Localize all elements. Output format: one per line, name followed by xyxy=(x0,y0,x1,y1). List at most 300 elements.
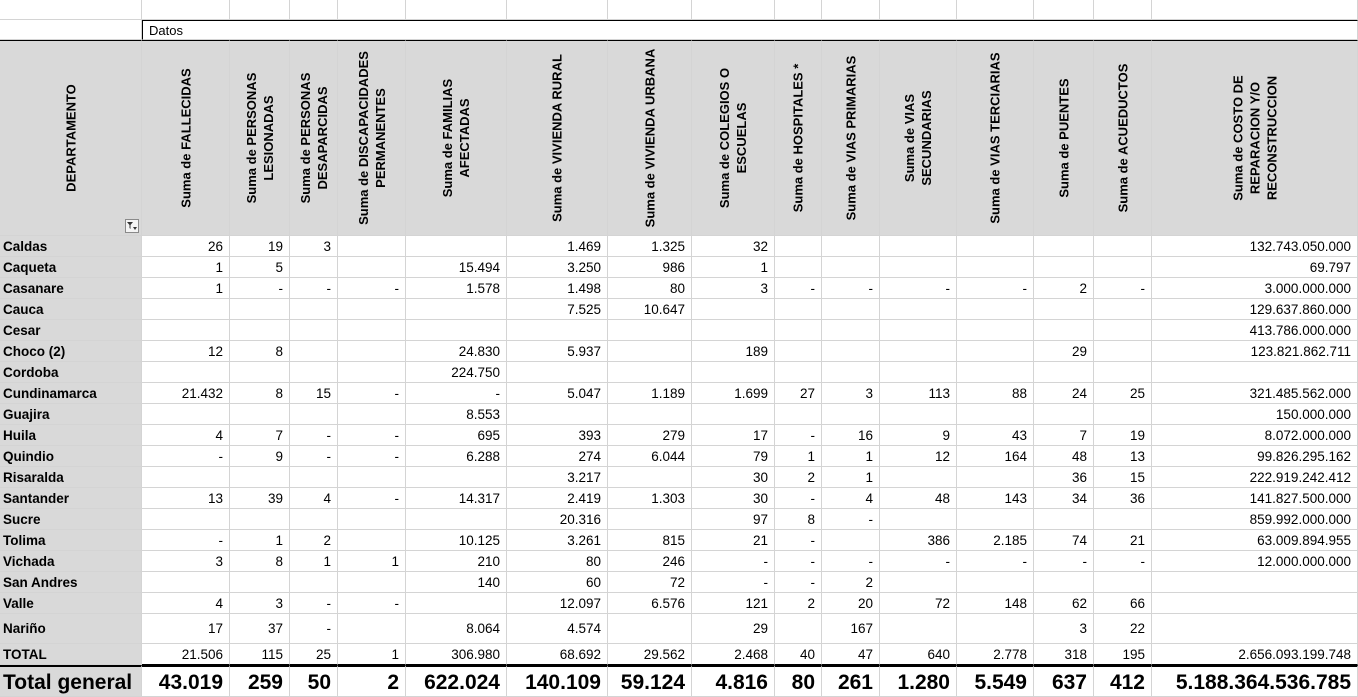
data-cell[interactable]: - xyxy=(957,551,1034,572)
data-cell[interactable] xyxy=(142,467,230,488)
data-cell[interactable]: 386 xyxy=(880,530,957,551)
data-cell[interactable] xyxy=(880,257,957,278)
data-cell[interactable]: 123.821.862.711 xyxy=(1152,341,1358,362)
data-cell[interactable]: 1 xyxy=(338,644,406,665)
data-cell[interactable]: 30 xyxy=(692,488,775,509)
data-cell[interactable]: 12 xyxy=(880,446,957,467)
data-cell[interactable]: 1.498 xyxy=(507,278,608,299)
data-cell[interactable]: 21.432 xyxy=(142,383,230,404)
data-cell[interactable]: 1.578 xyxy=(406,278,507,299)
data-cell[interactable] xyxy=(880,299,957,320)
column-header[interactable] xyxy=(822,40,880,236)
data-cell[interactable]: 29 xyxy=(1034,341,1094,362)
data-cell[interactable]: 393 xyxy=(507,425,608,446)
data-cell[interactable] xyxy=(608,614,692,644)
data-cell[interactable]: 6.576 xyxy=(608,593,692,614)
data-cell[interactable] xyxy=(1034,257,1094,278)
data-cell[interactable]: 24.830 xyxy=(406,341,507,362)
data-cell[interactable]: 2.419 xyxy=(507,488,608,509)
data-cell[interactable]: 12 xyxy=(142,341,230,362)
data-cell[interactable]: 8.064 xyxy=(406,614,507,644)
data-cell[interactable] xyxy=(957,404,1034,425)
data-cell[interactable]: 13 xyxy=(142,488,230,509)
total-general-cell[interactable]: 5.188.364.536.785 xyxy=(1152,665,1358,697)
row-label[interactable]: Santander xyxy=(0,488,142,509)
data-cell[interactable] xyxy=(230,509,290,530)
data-cell[interactable] xyxy=(775,236,822,257)
empty-cell[interactable] xyxy=(880,0,957,20)
data-cell[interactable]: 224.750 xyxy=(406,362,507,383)
data-cell[interactable] xyxy=(338,572,406,593)
data-cell[interactable]: - xyxy=(142,446,230,467)
data-cell[interactable]: 6.044 xyxy=(608,446,692,467)
data-cell[interactable] xyxy=(1034,236,1094,257)
data-cell[interactable]: 48 xyxy=(880,488,957,509)
data-cell[interactable] xyxy=(230,299,290,320)
data-cell[interactable] xyxy=(822,404,880,425)
data-cell[interactable] xyxy=(290,572,338,593)
data-cell[interactable]: 19 xyxy=(230,236,290,257)
data-cell[interactable]: 1.189 xyxy=(608,383,692,404)
data-cell[interactable]: - xyxy=(692,572,775,593)
data-cell[interactable]: 189 xyxy=(692,341,775,362)
data-cell[interactable]: 1 xyxy=(822,467,880,488)
data-cell[interactable]: 4 xyxy=(142,425,230,446)
data-cell[interactable]: 20 xyxy=(822,593,880,614)
data-cell[interactable] xyxy=(1094,257,1152,278)
data-cell[interactable] xyxy=(1094,341,1152,362)
data-cell[interactable]: - xyxy=(142,530,230,551)
data-cell[interactable]: 21.506 xyxy=(142,644,230,665)
data-cell[interactable]: 246 xyxy=(608,551,692,572)
data-cell[interactable]: - xyxy=(338,446,406,467)
data-cell[interactable] xyxy=(1152,362,1358,383)
data-cell[interactable] xyxy=(338,299,406,320)
data-cell[interactable]: 7 xyxy=(230,425,290,446)
row-label[interactable]: Vichada xyxy=(0,551,142,572)
data-cell[interactable]: 129.637.860.000 xyxy=(1152,299,1358,320)
empty-cell[interactable] xyxy=(957,0,1034,20)
data-cell[interactable] xyxy=(775,257,822,278)
data-cell[interactable] xyxy=(230,467,290,488)
data-cell[interactable] xyxy=(1152,572,1358,593)
data-cell[interactable]: 80 xyxy=(608,278,692,299)
data-cell[interactable]: 97 xyxy=(692,509,775,530)
data-cell[interactable] xyxy=(338,236,406,257)
data-cell[interactable]: 60 xyxy=(507,572,608,593)
data-cell[interactable] xyxy=(957,299,1034,320)
data-cell[interactable]: 36 xyxy=(1094,488,1152,509)
data-cell[interactable] xyxy=(338,320,406,341)
data-cell[interactable]: 20.316 xyxy=(507,509,608,530)
data-cell[interactable]: 8 xyxy=(775,509,822,530)
data-cell[interactable]: 17 xyxy=(142,614,230,644)
column-header[interactable] xyxy=(507,40,608,236)
data-cell[interactable]: 1 xyxy=(230,530,290,551)
data-cell[interactable] xyxy=(338,362,406,383)
column-header[interactable] xyxy=(692,40,775,236)
data-cell[interactable]: - xyxy=(290,425,338,446)
data-cell[interactable]: - xyxy=(775,572,822,593)
data-cell[interactable]: 34 xyxy=(1034,488,1094,509)
data-cell[interactable] xyxy=(880,404,957,425)
data-cell[interactable]: 27 xyxy=(775,383,822,404)
column-header[interactable] xyxy=(880,40,957,236)
data-cell[interactable]: 3.217 xyxy=(507,467,608,488)
row-label[interactable]: Cauca xyxy=(0,299,142,320)
data-cell[interactable]: 2.468 xyxy=(692,644,775,665)
total-general-cell[interactable]: 59.124 xyxy=(608,665,692,697)
data-cell[interactable]: 69.797 xyxy=(1152,257,1358,278)
data-cell[interactable]: 25 xyxy=(290,644,338,665)
row-label[interactable]: Choco (2) xyxy=(0,341,142,362)
row-label[interactable]: Risaralda xyxy=(0,467,142,488)
data-cell[interactable] xyxy=(608,362,692,383)
empty-cell[interactable] xyxy=(1034,0,1094,20)
data-cell[interactable] xyxy=(338,467,406,488)
data-cell[interactable] xyxy=(1094,236,1152,257)
column-header[interactable] xyxy=(290,40,338,236)
data-cell[interactable] xyxy=(1034,320,1094,341)
data-cell[interactable]: 8 xyxy=(230,551,290,572)
data-cell[interactable]: 274 xyxy=(507,446,608,467)
data-cell[interactable] xyxy=(1094,572,1152,593)
data-cell[interactable]: - xyxy=(775,551,822,572)
data-cell[interactable] xyxy=(507,320,608,341)
data-cell[interactable] xyxy=(142,299,230,320)
data-cell[interactable]: 9 xyxy=(880,425,957,446)
total-general-cell[interactable]: 622.024 xyxy=(406,665,507,697)
data-cell[interactable]: 143 xyxy=(957,488,1034,509)
data-cell[interactable]: 306.980 xyxy=(406,644,507,665)
row-label[interactable]: Caqueta xyxy=(0,257,142,278)
data-cell[interactable]: 26 xyxy=(142,236,230,257)
data-cell[interactable]: 68.692 xyxy=(507,644,608,665)
empty-cell[interactable] xyxy=(0,20,142,40)
data-cell[interactable] xyxy=(1094,509,1152,530)
empty-cell[interactable] xyxy=(338,0,406,20)
data-cell[interactable]: 3 xyxy=(142,551,230,572)
total-general-label[interactable]: Total general xyxy=(0,665,142,697)
total-general-cell[interactable]: 80 xyxy=(775,665,822,697)
data-cell[interactable]: 3 xyxy=(1034,614,1094,644)
empty-cell[interactable] xyxy=(692,0,775,20)
column-header[interactable] xyxy=(1094,40,1152,236)
data-cell[interactable] xyxy=(957,572,1034,593)
data-cell[interactable]: 40 xyxy=(775,644,822,665)
column-header[interactable] xyxy=(338,40,406,236)
row-label[interactable]: Tolima xyxy=(0,530,142,551)
data-cell[interactable]: 640 xyxy=(880,644,957,665)
empty-cell[interactable] xyxy=(0,0,142,20)
data-cell[interactable]: 12.000.000.000 xyxy=(1152,551,1358,572)
data-cell[interactable]: - xyxy=(338,593,406,614)
data-cell[interactable]: 222.919.242.412 xyxy=(1152,467,1358,488)
data-cell[interactable]: - xyxy=(290,278,338,299)
data-cell[interactable]: 72 xyxy=(880,593,957,614)
data-cell[interactable]: 80 xyxy=(507,551,608,572)
row-label[interactable]: Huila xyxy=(0,425,142,446)
data-cell[interactable]: - xyxy=(822,551,880,572)
data-cell[interactable]: 21 xyxy=(1094,530,1152,551)
data-cell[interactable] xyxy=(406,299,507,320)
data-cell[interactable]: - xyxy=(775,530,822,551)
data-cell[interactable]: 4.574 xyxy=(507,614,608,644)
row-label[interactable]: Sucre xyxy=(0,509,142,530)
data-cell[interactable] xyxy=(230,320,290,341)
data-cell[interactable] xyxy=(230,362,290,383)
data-cell[interactable]: 4 xyxy=(142,593,230,614)
data-cell[interactable] xyxy=(507,404,608,425)
data-cell[interactable] xyxy=(1034,572,1094,593)
data-cell[interactable]: 141.827.500.000 xyxy=(1152,488,1358,509)
data-cell[interactable] xyxy=(880,362,957,383)
data-cell[interactable] xyxy=(290,320,338,341)
total-general-cell[interactable]: 412 xyxy=(1094,665,1152,697)
row-label[interactable]: Cordoba xyxy=(0,362,142,383)
data-cell[interactable]: 39 xyxy=(230,488,290,509)
data-cell[interactable] xyxy=(880,341,957,362)
data-cell[interactable]: 1.699 xyxy=(692,383,775,404)
row-header-departamento[interactable] xyxy=(0,40,142,236)
data-cell[interactable] xyxy=(230,404,290,425)
data-cell[interactable]: - xyxy=(692,551,775,572)
data-cell[interactable] xyxy=(957,320,1034,341)
data-cell[interactable]: 22 xyxy=(1094,614,1152,644)
data-cell[interactable]: 1 xyxy=(775,446,822,467)
data-cell[interactable]: - xyxy=(1094,278,1152,299)
data-cell[interactable]: 15 xyxy=(290,383,338,404)
data-cell[interactable] xyxy=(880,467,957,488)
data-cell[interactable] xyxy=(1152,593,1358,614)
data-cell[interactable] xyxy=(1094,362,1152,383)
data-cell[interactable] xyxy=(1094,299,1152,320)
total-general-cell[interactable]: 140.109 xyxy=(507,665,608,697)
data-cell[interactable]: 30 xyxy=(692,467,775,488)
total-general-cell[interactable]: 5.549 xyxy=(957,665,1034,697)
data-cell[interactable]: - xyxy=(880,551,957,572)
data-cell[interactable]: 195 xyxy=(1094,644,1152,665)
data-cell[interactable]: 2.778 xyxy=(957,644,1034,665)
data-cell[interactable] xyxy=(338,614,406,644)
data-cell[interactable] xyxy=(880,236,957,257)
datos-field-label[interactable]: Datos xyxy=(142,20,1358,40)
data-cell[interactable]: - xyxy=(290,446,338,467)
data-cell[interactable] xyxy=(1094,404,1152,425)
data-cell[interactable] xyxy=(822,362,880,383)
data-cell[interactable]: - xyxy=(880,278,957,299)
data-cell[interactable]: 1 xyxy=(290,551,338,572)
data-cell[interactable] xyxy=(692,404,775,425)
data-cell[interactable] xyxy=(507,362,608,383)
data-cell[interactable]: 210 xyxy=(406,551,507,572)
data-cell[interactable] xyxy=(406,236,507,257)
data-cell[interactable] xyxy=(608,509,692,530)
data-cell[interactable]: 1 xyxy=(692,257,775,278)
data-cell[interactable]: - xyxy=(775,488,822,509)
data-cell[interactable]: 79 xyxy=(692,446,775,467)
data-cell[interactable] xyxy=(142,572,230,593)
data-cell[interactable] xyxy=(775,614,822,644)
data-cell[interactable]: - xyxy=(338,425,406,446)
data-cell[interactable]: 10.125 xyxy=(406,530,507,551)
data-cell[interactable] xyxy=(142,404,230,425)
data-cell[interactable] xyxy=(692,320,775,341)
data-cell[interactable]: 1 xyxy=(142,257,230,278)
empty-cell[interactable] xyxy=(507,0,608,20)
data-cell[interactable]: 66 xyxy=(1094,593,1152,614)
data-cell[interactable]: 1.325 xyxy=(608,236,692,257)
data-cell[interactable]: - xyxy=(957,278,1034,299)
total-general-cell[interactable]: 4.816 xyxy=(692,665,775,697)
data-cell[interactable] xyxy=(290,299,338,320)
column-header[interactable] xyxy=(957,40,1034,236)
data-cell[interactable] xyxy=(692,362,775,383)
total-general-cell[interactable]: 259 xyxy=(230,665,290,697)
data-cell[interactable]: 1 xyxy=(822,446,880,467)
data-cell[interactable] xyxy=(290,257,338,278)
column-header[interactable] xyxy=(1034,40,1094,236)
total-general-cell[interactable]: 261 xyxy=(822,665,880,697)
data-cell[interactable]: 29 xyxy=(692,614,775,644)
empty-cell[interactable] xyxy=(1094,0,1152,20)
data-cell[interactable]: 8 xyxy=(230,383,290,404)
data-cell[interactable]: 7 xyxy=(1034,425,1094,446)
data-cell[interactable]: - xyxy=(406,383,507,404)
data-cell[interactable]: 19 xyxy=(1094,425,1152,446)
total-general-cell[interactable]: 43.019 xyxy=(142,665,230,697)
data-cell[interactable]: 1 xyxy=(142,278,230,299)
data-cell[interactable] xyxy=(822,236,880,257)
data-cell[interactable] xyxy=(880,572,957,593)
empty-cell[interactable] xyxy=(1152,0,1358,20)
data-cell[interactable]: 9 xyxy=(230,446,290,467)
data-cell[interactable]: - xyxy=(822,278,880,299)
data-cell[interactable] xyxy=(290,404,338,425)
total-general-cell[interactable]: 50 xyxy=(290,665,338,697)
data-cell[interactable]: 3 xyxy=(692,278,775,299)
data-cell[interactable]: 13 xyxy=(1094,446,1152,467)
data-cell[interactable]: 99.826.295.162 xyxy=(1152,446,1358,467)
data-cell[interactable]: 121 xyxy=(692,593,775,614)
data-cell[interactable]: 413.786.000.000 xyxy=(1152,320,1358,341)
data-cell[interactable]: 32 xyxy=(692,236,775,257)
data-cell[interactable]: 8 xyxy=(230,341,290,362)
data-cell[interactable] xyxy=(406,509,507,530)
data-cell[interactable]: 3.250 xyxy=(507,257,608,278)
data-cell[interactable]: 4 xyxy=(822,488,880,509)
row-label[interactable]: TOTAL xyxy=(0,644,142,665)
data-cell[interactable]: - xyxy=(822,509,880,530)
data-cell[interactable]: 1 xyxy=(338,551,406,572)
row-label[interactable]: Cundinamarca xyxy=(0,383,142,404)
row-label[interactable]: Valle xyxy=(0,593,142,614)
data-cell[interactable] xyxy=(775,320,822,341)
total-general-cell[interactable]: 2 xyxy=(338,665,406,697)
data-cell[interactable] xyxy=(608,341,692,362)
data-cell[interactable]: 321.485.562.000 xyxy=(1152,383,1358,404)
data-cell[interactable] xyxy=(1034,404,1094,425)
data-cell[interactable] xyxy=(406,593,507,614)
empty-cell[interactable] xyxy=(608,0,692,20)
data-cell[interactable]: 148 xyxy=(957,593,1034,614)
data-cell[interactable] xyxy=(880,614,957,644)
data-cell[interactable] xyxy=(775,299,822,320)
data-cell[interactable] xyxy=(1034,299,1094,320)
data-cell[interactable] xyxy=(608,467,692,488)
data-cell[interactable]: 14.317 xyxy=(406,488,507,509)
column-header[interactable] xyxy=(1152,40,1358,236)
data-cell[interactable] xyxy=(338,404,406,425)
data-cell[interactable]: 3 xyxy=(290,236,338,257)
data-cell[interactable] xyxy=(1094,320,1152,341)
data-cell[interactable]: 115 xyxy=(230,644,290,665)
data-cell[interactable]: - xyxy=(775,425,822,446)
data-cell[interactable]: 47 xyxy=(822,644,880,665)
data-cell[interactable]: 88 xyxy=(957,383,1034,404)
data-cell[interactable] xyxy=(608,320,692,341)
data-cell[interactable]: 3.261 xyxy=(507,530,608,551)
data-cell[interactable]: 150.000.000 xyxy=(1152,404,1358,425)
data-cell[interactable] xyxy=(142,320,230,341)
data-cell[interactable]: 2 xyxy=(775,593,822,614)
column-header[interactable] xyxy=(608,40,692,236)
data-cell[interactable]: 2 xyxy=(290,530,338,551)
data-cell[interactable]: 815 xyxy=(608,530,692,551)
data-cell[interactable]: 5.937 xyxy=(507,341,608,362)
data-cell[interactable]: 7.525 xyxy=(507,299,608,320)
data-cell[interactable] xyxy=(775,404,822,425)
data-cell[interactable] xyxy=(338,509,406,530)
row-label[interactable]: Guajira xyxy=(0,404,142,425)
data-cell[interactable]: 12.097 xyxy=(507,593,608,614)
data-cell[interactable]: 5 xyxy=(230,257,290,278)
row-label[interactable]: Cesar xyxy=(0,320,142,341)
total-general-cell[interactable]: 1.280 xyxy=(880,665,957,697)
data-cell[interactable]: - xyxy=(290,593,338,614)
data-cell[interactable]: 25 xyxy=(1094,383,1152,404)
data-cell[interactable]: 63.009.894.955 xyxy=(1152,530,1358,551)
data-cell[interactable]: 72 xyxy=(608,572,692,593)
data-cell[interactable]: 43 xyxy=(957,425,1034,446)
data-cell[interactable]: - xyxy=(338,488,406,509)
data-cell[interactable] xyxy=(338,530,406,551)
data-cell[interactable] xyxy=(822,341,880,362)
data-cell[interactable]: 2 xyxy=(822,572,880,593)
data-cell[interactable]: 132.743.050.000 xyxy=(1152,236,1358,257)
data-cell[interactable] xyxy=(822,530,880,551)
data-cell[interactable] xyxy=(880,509,957,530)
data-cell[interactable]: 21 xyxy=(692,530,775,551)
data-cell[interactable] xyxy=(1034,509,1094,530)
data-cell[interactable] xyxy=(338,341,406,362)
row-label[interactable]: Quindio xyxy=(0,446,142,467)
data-cell[interactable]: 2 xyxy=(775,467,822,488)
data-cell[interactable]: - xyxy=(230,278,290,299)
data-cell[interactable] xyxy=(406,467,507,488)
data-cell[interactable]: - xyxy=(775,278,822,299)
data-cell[interactable]: 10.647 xyxy=(608,299,692,320)
data-cell[interactable]: 8.072.000.000 xyxy=(1152,425,1358,446)
column-header[interactable] xyxy=(406,40,507,236)
data-cell[interactable]: 318 xyxy=(1034,644,1094,665)
data-cell[interactable] xyxy=(1152,614,1358,644)
row-label[interactable]: Caldas xyxy=(0,236,142,257)
data-cell[interactable]: 17 xyxy=(692,425,775,446)
data-cell[interactable]: 3 xyxy=(822,383,880,404)
data-cell[interactable]: 6.288 xyxy=(406,446,507,467)
data-cell[interactable] xyxy=(957,362,1034,383)
